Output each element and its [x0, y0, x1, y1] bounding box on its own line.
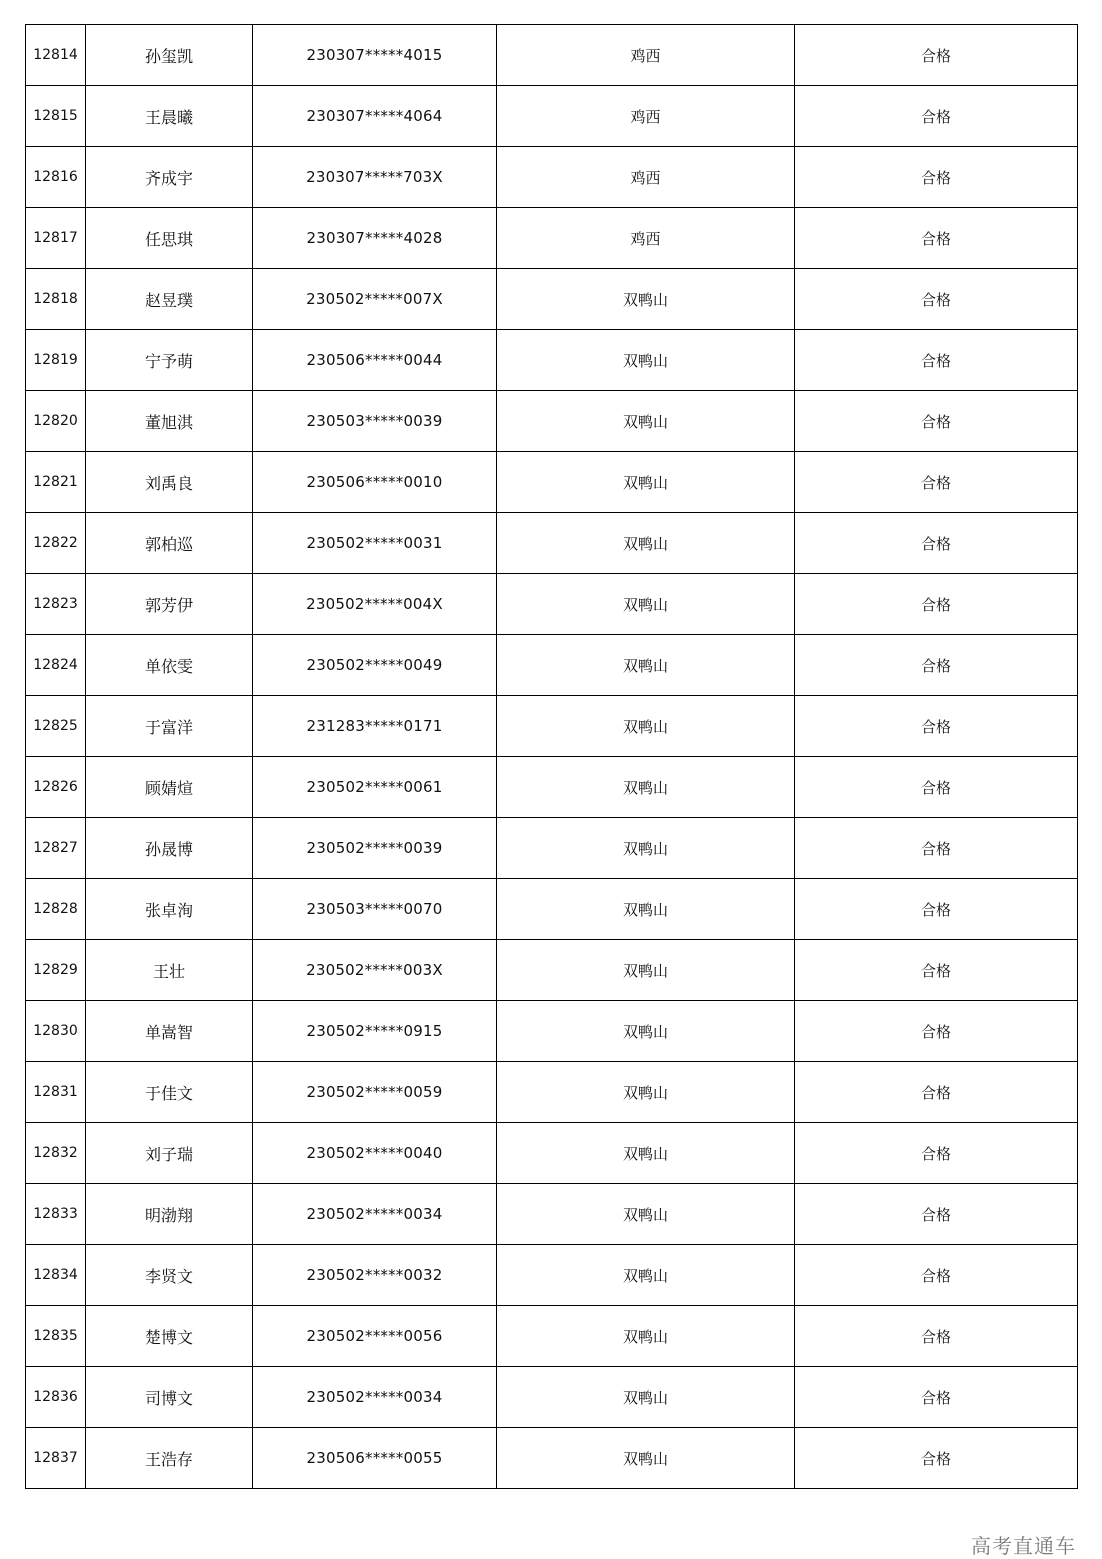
id-number-cell: 230502*****0032 [253, 1245, 497, 1306]
table-row [26, 269, 1078, 330]
region-cell: 双鸭山 [497, 940, 795, 1001]
name-cell: 任思琪 [86, 208, 253, 269]
serial-number-cell: 12830 [26, 1001, 86, 1062]
result-cell: 合格 [795, 330, 1078, 391]
id-number-cell: 230502*****0049 [253, 635, 497, 696]
table-row [26, 696, 1078, 757]
table-row [26, 86, 1078, 147]
region-cell: 双鸭山 [497, 1245, 795, 1306]
id-number-cell: 230506*****0044 [253, 330, 497, 391]
name-cell: 郭柏巡 [86, 513, 253, 574]
table-row [26, 757, 1078, 818]
watermark-text: 高考直通车 [971, 1534, 1076, 1558]
result-cell: 合格 [795, 696, 1078, 757]
result-cell: 合格 [795, 1367, 1078, 1428]
id-number-cell: 230502*****004X [253, 574, 497, 635]
name-cell: 孙玺凯 [86, 25, 253, 86]
serial-number-cell: 12837 [26, 1428, 86, 1489]
id-number-cell: 230502*****007X [253, 269, 497, 330]
result-cell: 合格 [795, 86, 1078, 147]
region-cell: 双鸭山 [497, 696, 795, 757]
id-number-cell: 230502*****0040 [253, 1123, 497, 1184]
serial-number-cell: 12826 [26, 757, 86, 818]
table-row [26, 635, 1078, 696]
serial-number-cell: 12835 [26, 1306, 86, 1367]
region-cell: 鸡西 [497, 208, 795, 269]
result-cell: 合格 [795, 940, 1078, 1001]
result-cell: 合格 [795, 147, 1078, 208]
serial-number-cell: 12825 [26, 696, 86, 757]
result-cell: 合格 [795, 25, 1078, 86]
serial-number-cell: 12816 [26, 147, 86, 208]
name-cell: 张卓洵 [86, 879, 253, 940]
result-cell: 合格 [795, 208, 1078, 269]
serial-number-cell: 12828 [26, 879, 86, 940]
result-cell: 合格 [795, 1062, 1078, 1123]
result-cell: 合格 [795, 1428, 1078, 1489]
result-cell: 合格 [795, 391, 1078, 452]
region-cell: 双鸭山 [497, 574, 795, 635]
result-cell: 合格 [795, 574, 1078, 635]
region-cell: 双鸭山 [497, 513, 795, 574]
table-row [26, 513, 1078, 574]
region-cell: 双鸭山 [497, 1001, 795, 1062]
serial-number-cell: 12832 [26, 1123, 86, 1184]
name-cell: 王浩存 [86, 1428, 253, 1489]
id-number-cell: 230502*****0034 [253, 1184, 497, 1245]
serial-number-cell: 12818 [26, 269, 86, 330]
region-cell: 双鸭山 [497, 452, 795, 513]
name-cell: 于佳文 [86, 1062, 253, 1123]
table-row [26, 1123, 1078, 1184]
name-cell: 单嵩智 [86, 1001, 253, 1062]
table-row [26, 1245, 1078, 1306]
table-row [26, 25, 1078, 86]
result-cell: 合格 [795, 1306, 1078, 1367]
region-cell: 鸡西 [497, 25, 795, 86]
serial-number-cell: 12817 [26, 208, 86, 269]
name-cell: 明渤翔 [86, 1184, 253, 1245]
results-table-body [26, 25, 1078, 1489]
id-number-cell: 230502*****0039 [253, 818, 497, 879]
serial-number-cell: 12824 [26, 635, 86, 696]
serial-number-cell: 12836 [26, 1367, 86, 1428]
name-cell: 顾婧煊 [86, 757, 253, 818]
id-number-cell: 230502*****0056 [253, 1306, 497, 1367]
region-cell: 双鸭山 [497, 635, 795, 696]
table-row [26, 452, 1078, 513]
name-cell: 楚博文 [86, 1306, 253, 1367]
id-number-cell: 230506*****0010 [253, 452, 497, 513]
serial-number-cell: 12821 [26, 452, 86, 513]
table-row [26, 574, 1078, 635]
id-number-cell: 230307*****703X [253, 147, 497, 208]
id-number-cell: 230502*****0915 [253, 1001, 497, 1062]
serial-number-cell: 12834 [26, 1245, 86, 1306]
table-row [26, 147, 1078, 208]
serial-number-cell: 12833 [26, 1184, 86, 1245]
result-cell: 合格 [795, 513, 1078, 574]
name-cell: 王晨曦 [86, 86, 253, 147]
id-number-cell: 230503*****0039 [253, 391, 497, 452]
table-row [26, 818, 1078, 879]
serial-number-cell: 12814 [26, 25, 86, 86]
name-cell: 赵昱璞 [86, 269, 253, 330]
serial-number-cell: 12823 [26, 574, 86, 635]
table-row [26, 1306, 1078, 1367]
id-number-cell: 230502*****003X [253, 940, 497, 1001]
region-cell: 鸡西 [497, 86, 795, 147]
region-cell: 双鸭山 [497, 391, 795, 452]
name-cell: 孙晟博 [86, 818, 253, 879]
id-number-cell: 230502*****0034 [253, 1367, 497, 1428]
serial-number-cell: 12822 [26, 513, 86, 574]
id-number-cell: 230502*****0061 [253, 757, 497, 818]
name-cell: 王壮 [86, 940, 253, 1001]
serial-number-cell: 12831 [26, 1062, 86, 1123]
region-cell: 双鸭山 [497, 1428, 795, 1489]
name-cell: 于富洋 [86, 696, 253, 757]
result-cell: 合格 [795, 269, 1078, 330]
region-cell: 双鸭山 [497, 757, 795, 818]
serial-number-cell: 12829 [26, 940, 86, 1001]
table-row [26, 330, 1078, 391]
result-cell: 合格 [795, 757, 1078, 818]
table-row [26, 879, 1078, 940]
name-cell: 司博文 [86, 1367, 253, 1428]
id-number-cell: 230502*****0031 [253, 513, 497, 574]
region-cell: 双鸭山 [497, 1123, 795, 1184]
table-row [26, 1062, 1078, 1123]
id-number-cell: 230506*****0055 [253, 1428, 497, 1489]
id-number-cell: 230307*****4064 [253, 86, 497, 147]
name-cell: 刘禹良 [86, 452, 253, 513]
table-row [26, 1428, 1078, 1489]
result-cell: 合格 [795, 1184, 1078, 1245]
serial-number-cell: 12820 [26, 391, 86, 452]
id-number-cell: 231283*****0171 [253, 696, 497, 757]
table-row [26, 208, 1078, 269]
region-cell: 鸡西 [497, 147, 795, 208]
result-cell: 合格 [795, 1123, 1078, 1184]
table-row [26, 1367, 1078, 1428]
name-cell: 刘子瑞 [86, 1123, 253, 1184]
id-number-cell: 230502*****0059 [253, 1062, 497, 1123]
result-cell: 合格 [795, 1245, 1078, 1306]
name-cell: 宁予萌 [86, 330, 253, 391]
region-cell: 双鸭山 [497, 269, 795, 330]
name-cell: 单依雯 [86, 635, 253, 696]
name-cell: 李贤文 [86, 1245, 253, 1306]
name-cell: 董旭淇 [86, 391, 253, 452]
id-number-cell: 230307*****4028 [253, 208, 497, 269]
region-cell: 双鸭山 [497, 1367, 795, 1428]
result-cell: 合格 [795, 818, 1078, 879]
serial-number-cell: 12815 [26, 86, 86, 147]
result-cell: 合格 [795, 452, 1078, 513]
region-cell: 双鸭山 [497, 330, 795, 391]
region-cell: 双鸭山 [497, 1184, 795, 1245]
results-table [25, 24, 1078, 1489]
region-cell: 双鸭山 [497, 879, 795, 940]
region-cell: 双鸭山 [497, 1062, 795, 1123]
id-number-cell: 230307*****4015 [253, 25, 497, 86]
name-cell: 郭芳伊 [86, 574, 253, 635]
result-cell: 合格 [795, 635, 1078, 696]
id-number-cell: 230503*****0070 [253, 879, 497, 940]
table-row [26, 1001, 1078, 1062]
serial-number-cell: 12819 [26, 330, 86, 391]
serial-number-cell: 12827 [26, 818, 86, 879]
region-cell: 双鸭山 [497, 818, 795, 879]
table-row [26, 391, 1078, 452]
result-cell: 合格 [795, 1001, 1078, 1062]
region-cell: 双鸭山 [497, 1306, 795, 1367]
table-row [26, 940, 1078, 1001]
table-row [26, 1184, 1078, 1245]
name-cell: 齐成宇 [86, 147, 253, 208]
result-cell: 合格 [795, 879, 1078, 940]
